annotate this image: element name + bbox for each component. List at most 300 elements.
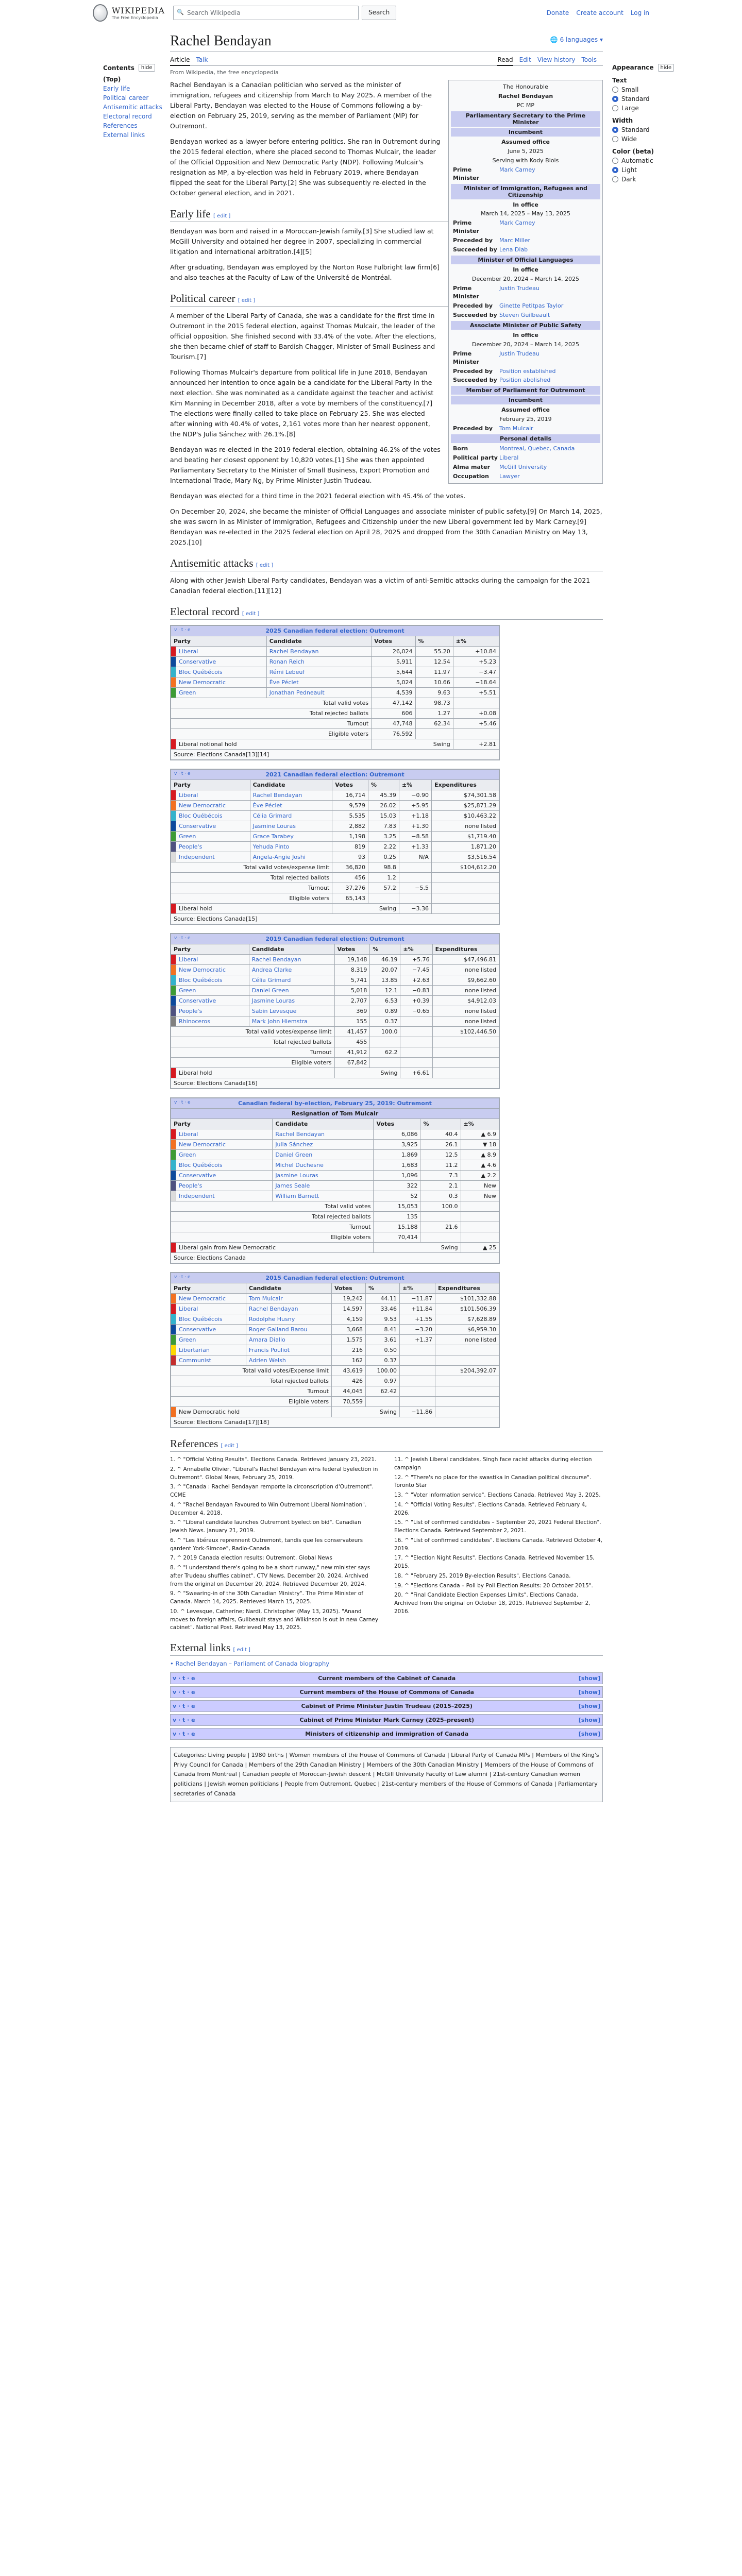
table-cell[interactable]: Liberal [176, 1304, 246, 1314]
table-cell[interactable]: Rachel Bendayan [246, 1304, 331, 1314]
paragraph: On December 20, 2024, she became the minister of Official Languages and associate minister of public safety.[9] On March 14, 2025, she was sworn in as Minister of Immigration, Refugees and Citizenship under the new Liberal government led by Mark Carney.[9] Bendayan was re-elected in the 2025 federal election on April 28, 2025 and dropped from the 30th Canadian Ministry on May 13, 2025.[10] [170, 507, 602, 546]
language-selector[interactable]: 🌐 6 languages ▾ [550, 36, 603, 43]
column-header: Party [171, 1119, 273, 1129]
table-cell: −0.90 [399, 790, 431, 801]
infobox-value[interactable]: Montreal, Quebec, Canada [499, 445, 575, 452]
edit-link[interactable]: [ edit ] [221, 1443, 238, 1449]
tab-tools[interactable]: Tools [581, 56, 597, 63]
table-cell [400, 1047, 432, 1058]
globe-icon [93, 4, 108, 22]
infobox-value[interactable]: Ginette Petitpas Taylor [499, 302, 564, 309]
table-cell[interactable]: New Democratic [176, 965, 249, 975]
table-cell[interactable]: Célia Grimard [250, 811, 332, 821]
table-cell[interactable]: Daniel Green [249, 986, 334, 996]
table-cell: $10,463.22 [431, 811, 499, 821]
infobox-value[interactable]: Mark Carney [499, 219, 535, 227]
navbox-vte[interactable]: v · t · e [174, 936, 191, 941]
navbox-header [171, 1715, 602, 1725]
toc-title: Contents [103, 64, 134, 72]
table-row [171, 1335, 499, 1345]
table-cell: 46.19 [370, 955, 400, 965]
infobox-row [451, 367, 600, 376]
totals-row [171, 1397, 499, 1407]
table-cell: 426 [331, 1376, 365, 1386]
navbox-show-button[interactable]: [show] [578, 1689, 600, 1696]
table-cell: 8,319 [334, 965, 370, 975]
election-caption [171, 1273, 499, 1283]
table-cell[interactable]: Daniel Green [273, 1150, 374, 1160]
table-cell[interactable]: Rachel Bendayan [249, 955, 334, 965]
table-cell[interactable]: Independent [176, 1191, 273, 1201]
totals-label: Total rejected ballots [171, 873, 332, 883]
table-cell[interactable]: Green [176, 1150, 273, 1160]
table-cell[interactable]: Bloc Québécois [176, 1160, 273, 1171]
table-cell [368, 893, 399, 904]
navbox [170, 1700, 603, 1712]
appearance-option[interactable] [612, 126, 669, 133]
table-cell[interactable]: People's [176, 1181, 273, 1191]
result-row [171, 1068, 499, 1078]
infobox-text: Rachel Bendayan [498, 92, 553, 99]
table-cell[interactable]: Conservative [176, 657, 267, 667]
table-cell: 369 [334, 1006, 370, 1016]
infobox-row [451, 165, 600, 183]
party-color-swatch [171, 1407, 176, 1417]
paragraph: Bendayan was re-elected in the 2019 federal election, obtaining 46.2% of the votes and beating her closest opponent by 10,820 votes.[1] She was then appointed Parliamentary Secretary to the Minister of Small Business, Export Promotion and International Trade, Mary Ng, by Prime Minister Justin Trudeau. [170, 446, 441, 484]
section-title: Early life [170, 208, 211, 220]
table-cell[interactable]: Conservative [176, 996, 249, 1006]
table-cell: $204,392.07 [435, 1366, 499, 1376]
infobox-key: Prime Minister [453, 219, 480, 235]
reference-item: 3. ^ "Canada : Rachel Bendayan remporte la circonscription d'Outremont". CCME [170, 1484, 374, 1498]
party-color-swatch [171, 1191, 176, 1201]
toc-item[interactable]: References [103, 122, 138, 129]
election-title[interactable]: 2015 Canadian federal election: Outremont [265, 1275, 404, 1281]
table-cell[interactable]: Jasmine Louras [273, 1171, 374, 1181]
infobox-row [451, 453, 600, 463]
table-cell[interactable]: New Democratic [176, 1140, 273, 1150]
table-cell: 26.02 [368, 801, 399, 811]
table-cell [400, 1386, 435, 1397]
navbox-vte[interactable]: v · t · e [174, 1100, 191, 1105]
tab-edit[interactable]: Edit [519, 56, 531, 63]
table-cell: 9.53 [365, 1314, 399, 1325]
edit-link[interactable]: [ edit ] [213, 213, 231, 219]
navbox-show-button[interactable]: [show] [578, 1675, 600, 1682]
table-cell: 5,911 [372, 657, 415, 667]
appearance-option[interactable] [612, 166, 669, 174]
toc-item[interactable]: Electoral record [103, 113, 152, 120]
table-cell [400, 1366, 435, 1376]
party-color-swatch [171, 1294, 176, 1304]
navbox-vte[interactable]: v · t · e [174, 628, 191, 633]
header-link[interactable]: Donate [546, 9, 569, 16]
table-cell [399, 873, 431, 883]
election-title[interactable]: 2019 Canadian federal election: Outremont [265, 936, 404, 942]
table-cell[interactable]: Ève Péclet [250, 801, 332, 811]
table-row [171, 996, 499, 1006]
party-color-swatch [171, 647, 176, 657]
toc-item[interactable]: External links [103, 131, 145, 139]
party-color-swatch [171, 801, 176, 811]
table-row [171, 852, 499, 862]
table-cell[interactable]: New Democratic [176, 677, 267, 688]
table-cell [453, 698, 499, 708]
table-cell[interactable]: Green [176, 1335, 246, 1345]
table-cell: 1,871.20 [431, 842, 499, 852]
table-cell: +1.18 [399, 811, 431, 821]
infobox-value[interactable]: Lena Diab [499, 246, 528, 253]
totals-row [171, 1212, 499, 1222]
totals-row [171, 1047, 499, 1058]
wikipedia-logo[interactable] [93, 4, 165, 22]
infobox-value[interactable]: Justin Trudeau [499, 285, 539, 292]
infobox-value[interactable]: Steven Guilbeault [499, 311, 550, 318]
table-cell[interactable]: Liberal [176, 1129, 273, 1140]
table-cell [435, 1355, 499, 1366]
election-caption [171, 1098, 499, 1109]
party-color-swatch [171, 975, 176, 986]
table-cell[interactable]: People's [176, 1006, 249, 1016]
table-cell: 93 [332, 852, 368, 862]
table-cell[interactable]: Liberal [176, 647, 267, 657]
infobox-row [451, 444, 600, 453]
infobox-text: In office [513, 201, 538, 208]
radio-icon [612, 87, 618, 93]
table-cell: 12.5 [420, 1150, 461, 1160]
table-cell[interactable]: Libertarian [176, 1345, 246, 1355]
table-cell: 0.50 [365, 1345, 399, 1355]
page-tabs [170, 52, 603, 66]
table-cell: 3,925 [374, 1140, 420, 1150]
infobox-row [451, 463, 600, 472]
tab-article[interactable]: Article [170, 56, 190, 66]
table-cell: 6,086 [374, 1129, 420, 1140]
infobox-text: February 25, 2019 [499, 416, 552, 423]
navbox-vte[interactable]: v · t · e [174, 771, 191, 776]
navbox-show-button[interactable]: [show] [578, 1717, 600, 1723]
totals-row [171, 708, 499, 719]
table-cell[interactable]: Liberal [176, 790, 250, 801]
table-cell: 7.83 [368, 821, 399, 832]
toc-item[interactable]: Early life [103, 85, 130, 92]
navbox-show-button[interactable]: [show] [578, 1703, 600, 1709]
table-cell: 5,644 [372, 667, 415, 677]
table-cell: $1,719.40 [431, 832, 499, 842]
table-cell: 70,559 [331, 1397, 365, 1407]
table-cell: $74,301.58 [431, 790, 499, 801]
table-cell[interactable]: Yehuda Pinto [250, 842, 332, 852]
table-cell: 2.1 [420, 1181, 461, 1191]
table-cell: $101,506.39 [435, 1304, 499, 1314]
totals-label: Turnout [171, 1047, 335, 1058]
column-header: Party [171, 1283, 246, 1294]
table-cell[interactable]: Green [176, 688, 267, 698]
totals-label: Total rejected ballots [171, 708, 372, 719]
table-cell[interactable]: Rachel Bendayan [273, 1129, 374, 1140]
column-header: Candidate [249, 944, 334, 955]
table-cell[interactable]: Andrea Clarke [249, 965, 334, 975]
table-cell: 98.73 [415, 698, 453, 708]
navbox-vte[interactable]: v · t · e [173, 1717, 195, 1723]
table-cell: 67,842 [334, 1058, 370, 1068]
navbox-vte[interactable]: v · t · e [173, 1731, 195, 1737]
party-color-swatch [171, 842, 176, 852]
party-color-swatch [171, 965, 176, 975]
reference-item: 2. ^ Annabelle Olivier, "Liberal's Rachel Bendayan wins federal byelection in Outremont". Global News, February 25, 2019. [170, 1466, 378, 1481]
edit-link[interactable]: [ edit ] [238, 298, 256, 303]
table-cell[interactable]: Francis Pouliot [246, 1345, 331, 1355]
infobox-row [451, 472, 600, 481]
totals-label: Total valid votes [171, 698, 372, 708]
reference-item: 4. ^ "Rachel Bendayan Favoured to Win Outremont Liberal Nomination". December 4, 2018. [170, 1501, 367, 1516]
party-color-swatch [171, 739, 176, 750]
navbox-vte[interactable]: v · t · e [173, 1689, 195, 1696]
table-cell[interactable]: Green [176, 832, 250, 842]
tab-read[interactable]: Read [497, 56, 513, 66]
table-cell[interactable]: Jasmine Louras [250, 821, 332, 832]
table-cell[interactable]: Liberal [176, 955, 249, 965]
table-row [171, 955, 499, 965]
table-cell[interactable]: James Seale [273, 1181, 374, 1191]
table-cell[interactable]: Tom Mulcair [246, 1294, 331, 1304]
toc-item[interactable]: Antisemitic attacks [103, 104, 162, 111]
table-cell: 10.66 [415, 677, 453, 688]
table-cell: ▲ 2.2 [461, 1171, 499, 1181]
infobox-value[interactable]: Tom Mulcair [499, 425, 533, 432]
column-header: Party [171, 780, 250, 790]
table-cell [400, 1355, 435, 1366]
table-row [171, 1294, 499, 1304]
table-cell[interactable]: Adrien Welsh [246, 1355, 331, 1366]
result-row [171, 1407, 499, 1417]
toc-item[interactable]: Political career [103, 94, 149, 101]
table-cell[interactable]: Roger Galland Barou [246, 1325, 331, 1335]
table-cell[interactable]: Sabin Levesque [249, 1006, 334, 1016]
infobox-text: Assumed office [501, 406, 550, 414]
table-cell: 55.20 [415, 647, 453, 657]
infobox-value[interactable]: Position established [499, 367, 556, 375]
edit-link[interactable]: [ edit ] [256, 563, 274, 568]
tab-view-history[interactable]: View history [537, 56, 576, 63]
result-label: New Democratic hold [176, 1407, 332, 1417]
table-cell[interactable]: William Barnett [273, 1191, 374, 1201]
appearance-option[interactable] [612, 86, 669, 93]
table-cell: 44.11 [365, 1294, 399, 1304]
infobox-header: Member of Parliament for Outremont [451, 386, 600, 395]
table-cell: +5.46 [453, 719, 499, 729]
table-cell[interactable]: Célia Grimard [249, 975, 334, 986]
header-link[interactable]: Create account [576, 9, 623, 16]
party-color-swatch [171, 1160, 176, 1171]
table-cell[interactable]: Amara Diallo [246, 1335, 331, 1345]
table-cell: 62.34 [415, 719, 453, 729]
search-button[interactable]: Search [362, 6, 396, 20]
table-cell [431, 873, 499, 883]
table-cell: 9.63 [415, 688, 453, 698]
table-cell [461, 1201, 499, 1212]
column-header: Candidate [250, 780, 332, 790]
table-cell[interactable]: Rémi Lebeuf [266, 667, 371, 677]
infobox-value[interactable]: Position abolished [499, 377, 551, 384]
infobox-value[interactable]: Mark Carney [499, 166, 535, 173]
column-header: Votes [334, 944, 370, 955]
reference-item: 16. ^ "List of confirmed candidates". Elections Canada. Retrieved October 4, 2019. [394, 1537, 603, 1552]
table-cell: 5,024 [372, 677, 415, 688]
navbox-vte[interactable]: v · t · e [174, 1275, 191, 1280]
table-row [171, 986, 499, 996]
table-cell: 1,575 [331, 1335, 365, 1345]
appearance-option[interactable] [612, 105, 669, 112]
infobox-value[interactable]: McGill University [499, 464, 547, 471]
totals-row [171, 1222, 499, 1232]
table-cell: 0.37 [365, 1355, 399, 1366]
table-cell[interactable]: Bloc Québécois [176, 811, 250, 821]
paragraph: Along with other Jewish Liberal Party candidates, Bendayan was a victim of anti-Semitic attacks during the campaign for the 2021 Canadian federal election.[11][12] [170, 577, 591, 595]
table-cell[interactable]: Ève Péclet [266, 677, 371, 688]
table-cell[interactable]: Julia Sánchez [273, 1140, 374, 1150]
reference-item: 5. ^ "Liberal candidate launches Outremont byelection bid". Canadian Jewish News. January 21, 2019. [170, 1519, 361, 1534]
infobox-text: June 5, 2025 [508, 147, 544, 155]
totals-row [171, 893, 499, 904]
reference-item: 6. ^ "Les libéraux reprennent Outremont, tandis que les conservateurs gardent York-Simcoe", Radio-Canada [170, 1537, 363, 1552]
table-cell [435, 1345, 499, 1355]
party-color-swatch [171, 1243, 176, 1253]
swing-value: ▲ 25 [461, 1243, 499, 1253]
table-cell: +0.39 [400, 996, 432, 1006]
table-cell[interactable]: New Democratic [176, 1294, 246, 1304]
table-cell[interactable]: Conservative [176, 1171, 273, 1181]
paragraph: Bendayan was elected for a third time in the 2021 federal election with 45.4% of the votes. [170, 492, 466, 500]
party-color-swatch [171, 1068, 176, 1078]
table-cell[interactable]: Angela-Angie Joshi [250, 852, 332, 862]
party-color-swatch [171, 832, 176, 842]
infobox-key: Political party [453, 454, 498, 462]
table-cell [400, 1397, 435, 1407]
tab-talk[interactable]: Talk [196, 56, 208, 63]
header-link[interactable]: Log in [630, 9, 649, 16]
table-cell[interactable]: Mark John Hiemstra [249, 1016, 334, 1027]
table-cell[interactable]: Bloc Québécois [176, 1314, 246, 1325]
table-cell[interactable]: Jasmine Louras [249, 996, 334, 1006]
radio-icon [612, 158, 618, 164]
table-cell[interactable]: Rachel Bendayan [266, 647, 371, 657]
table-row [171, 821, 499, 832]
reference-item: 14. ^ "Official Voting Results". Elections Canada. Retrieved February 4, 2026. [394, 1501, 587, 1516]
paragraph: A member of the Liberal Party of Canada, she was a candidate for the first time in Outremont in the 2015 federal election, against Thomas Mulcair, the leader of the official opposition. She finished second with 33.4% of the vote. After the elections, she then became chief of staff to Bardish Chagger, Minister of Small Business and Tourism.[7] [170, 312, 436, 361]
totals-row [171, 1058, 499, 1068]
appearance-option[interactable] [612, 95, 669, 103]
radio-icon [612, 136, 618, 142]
external-link[interactable]: • Rachel Bendayan – Parliament of Canada biography [170, 1660, 330, 1667]
search-input[interactable]: 🔍 Search Wikipedia [173, 6, 359, 20]
table-cell: 606 [372, 708, 415, 719]
table-cell[interactable]: Rodolphe Husny [246, 1314, 331, 1325]
table-cell: 0.25 [368, 852, 399, 862]
infobox-value[interactable]: Lawyer [499, 473, 520, 480]
infobox-key: Preceded by [453, 237, 493, 244]
table-cell: 2,882 [332, 821, 368, 832]
table-cell: 43,619 [331, 1366, 365, 1376]
table-cell[interactable]: Bloc Québécois [176, 667, 267, 677]
table-cell [370, 1058, 400, 1068]
appearance-option[interactable] [612, 135, 669, 143]
infobox-row [451, 424, 600, 433]
party-color-swatch [171, 1325, 176, 1335]
table-cell[interactable]: Independent [176, 852, 250, 862]
table-cell[interactable]: Conservative [176, 821, 250, 832]
election-title[interactable]: 2025 Canadian federal election: Outremont [265, 628, 404, 634]
appearance-option[interactable] [612, 157, 669, 164]
table-cell: −0.65 [400, 1006, 432, 1016]
table-cell[interactable]: Conservative [176, 1325, 246, 1335]
toc-item[interactable]: (Top) [103, 76, 121, 83]
totals-label: Total valid votes/expense limit [171, 862, 332, 873]
column-header: Votes [374, 1119, 420, 1129]
infobox-text: PC MP [517, 101, 534, 109]
infobox-key: Born [453, 445, 468, 452]
table-cell: 13.85 [370, 975, 400, 986]
navbox-vte[interactable]: v · t · e [173, 1703, 195, 1709]
edit-link[interactable]: [ edit ] [233, 1647, 250, 1653]
table-row [171, 1129, 499, 1140]
election-box [170, 933, 500, 1089]
election-title[interactable]: 2021 Canadian federal election: Outremont [265, 771, 404, 778]
table-cell: 19,242 [331, 1294, 365, 1304]
totals-row [171, 1386, 499, 1397]
table-cell[interactable]: Grace Tarabey [250, 832, 332, 842]
party-color-swatch [171, 1140, 176, 1150]
table-cell[interactable]: Michel Duchesne [273, 1160, 374, 1171]
swing-value: +6.61 [400, 1068, 432, 1078]
infobox-value[interactable]: Justin Trudeau [499, 350, 539, 357]
table-cell: 5,535 [332, 811, 368, 821]
table-cell[interactable]: New Democratic [176, 801, 250, 811]
infobox-value[interactable]: Liberal [499, 454, 519, 462]
table-cell[interactable]: Bloc Québécois [176, 975, 249, 986]
table-cell[interactable]: Communist [176, 1355, 246, 1366]
logo-title: WIKIPEDIA [111, 6, 165, 15]
table-cell[interactable]: Jonathan Pedneault [266, 688, 371, 698]
totals-row [171, 719, 499, 729]
navbox-vte[interactable]: v · t · e [173, 1675, 195, 1682]
table-cell: 44,045 [331, 1386, 365, 1397]
table-cell: 37,276 [332, 883, 368, 893]
toc-hide-button[interactable]: hide [139, 64, 155, 72]
navbox [170, 1686, 603, 1698]
table-cell [400, 1376, 435, 1386]
table-cell[interactable]: Green [176, 986, 249, 996]
edit-link[interactable]: [ edit ] [242, 611, 260, 617]
election-title[interactable]: Canadian federal by-election, February 25, 2019: Outremont [238, 1100, 432, 1107]
navbox-show-button[interactable]: [show] [578, 1731, 600, 1737]
table-cell: 3,668 [331, 1325, 365, 1335]
table-cell[interactable]: Ronan Reich [266, 657, 371, 667]
reference-item: 18. ^ "February 25, 2019 By-election Results". Elections Canada. [394, 1572, 571, 1579]
table-cell [435, 1407, 499, 1417]
table-cell: 1,869 [374, 1150, 420, 1160]
table-cell[interactable]: People's [176, 842, 250, 852]
table-cell: 6.53 [370, 996, 400, 1006]
table-cell [453, 729, 499, 739]
appearance-option[interactable] [612, 176, 669, 183]
infobox-value[interactable]: Marc Miller [499, 237, 531, 244]
table-cell[interactable]: Rhinoceros [176, 1016, 249, 1027]
table-cell: 1,198 [332, 832, 368, 842]
appearance-hide-button[interactable]: hide [658, 64, 674, 72]
table-cell[interactable]: Rachel Bendayan [250, 790, 332, 801]
section-title: References [170, 1437, 218, 1450]
